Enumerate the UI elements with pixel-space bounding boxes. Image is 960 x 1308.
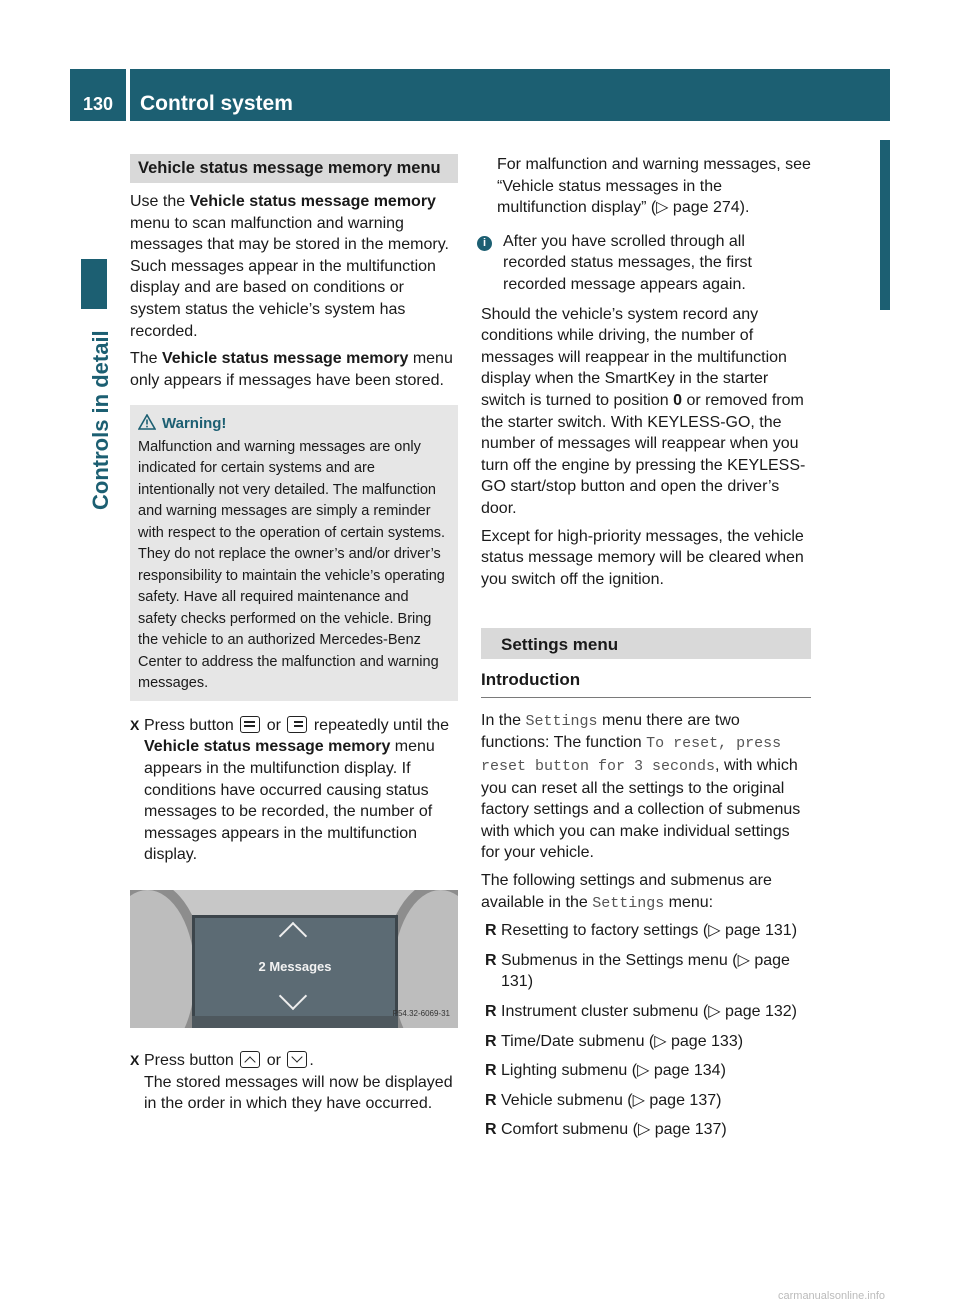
figure-code: P54.32-6069-31	[392, 1009, 450, 1019]
intro-paragraph: Use the Vehicle status message memory menu to scan malfunction and warning messages that may be stored in the memory. Such messages appear in the multifunction display and are based on conditions or system status the vehicle’s system has recorded.	[130, 193, 449, 340]
chapter-title: Control system	[140, 92, 293, 115]
page-header	[70, 69, 890, 121]
display-screen	[192, 915, 398, 1026]
side-tab-marker	[81, 259, 107, 309]
arrow-up-icon	[279, 922, 307, 950]
list-item: R Lighting submenu (▷ page 134)	[485, 1062, 726, 1080]
info-icon: i	[477, 236, 492, 251]
left-column	[130, 154, 458, 1121]
section-side-label: Controls in detail	[88, 330, 113, 510]
settings-intro-paragraph: In the Settings menu there are two functions: The function To reset, press reset button for 3 seconds, with which you can reset all the settings to the original factory settings and a collection of submenus with which you can make individual settings for your vehicle.	[481, 711, 801, 862]
up-button-icon	[240, 1051, 260, 1068]
page-number: 130	[82, 94, 114, 114]
menu-forward-button-icon	[287, 716, 307, 733]
memory-menu-heading: Vehicle status message memory menu	[130, 154, 458, 183]
list-item: R Instrument cluster submenu (▷ page 132)	[485, 1003, 798, 1020]
step-marker: X	[130, 716, 140, 733]
info-note: i After you have scrolled through all recorded status messages, the first recorded message appears again.	[481, 231, 811, 296]
header-divider	[126, 69, 130, 121]
step-press-menu-button: X Press button or repeatedly until the Vehicle status message memory menu appears in the multifunction display. If conditions have occurred causing status messages to be recorded, the number of messages appears in the multifunction display.	[130, 716, 450, 864]
malfunction-reference: For malfunction and warning messages, see “Vehicle status messages in the multifunction display” (▷ page 274).	[497, 156, 811, 217]
warning-triangle-icon	[138, 414, 156, 430]
thumb-tab	[880, 140, 890, 310]
record-conditions-paragraph: Should the vehicle’s system record any conditions while driving, the number of messages will reappear in the multifunction display when the SmartKey in the starter switch is turned to position 0 or removed from the starter switch. With KEYLESS-GO, the number of messages will reappear when you turn off the engine by pressing the KEYLESS-GO start/stop button and open the driver’s door.	[481, 305, 806, 517]
memory-cleared-paragraph: Except for high-priority messages, the vehicle status message memory will be cleared when you switch off the ignition.	[481, 527, 804, 588]
list-item: R Submenus in the Settings menu (▷ page 131)	[485, 951, 790, 991]
list-item: R Time/Date submenu (▷ page 133)	[485, 1032, 744, 1050]
messages-count-text: 2 Messages	[258, 959, 332, 974]
list-item: R Comfort submenu (▷ page 137)	[485, 1121, 727, 1139]
step-scroll-messages: X Press button or . The stored messages will now be displayed in the order in which they have occurred.	[130, 1052, 453, 1113]
introduction-subheading: Introduction	[481, 669, 811, 698]
settings-menu-heading: Settings menu	[481, 628, 811, 659]
availability-paragraph: The Vehicle status message memory menu only appears if messages have been stored.	[130, 350, 453, 389]
step-marker: X	[130, 1052, 140, 1068]
settings-list-intro: The following settings and submenus are available in the Settings menu:	[481, 872, 772, 912]
menu-back-button-icon	[240, 716, 260, 733]
watermark-url: carmanualsonline.info	[778, 1290, 886, 1302]
down-button-icon	[287, 1051, 307, 1068]
settings-bullet-list	[481, 920, 811, 1141]
list-item: R Resetting to factory settings (▷ page 131)	[485, 922, 798, 940]
display-lower-bar	[192, 1016, 398, 1028]
right-column	[481, 154, 811, 1149]
warning-title: Warning!	[162, 415, 227, 433]
warning-text: Malfunction and warning messages are only indicated for certain systems and are intentionally not very detailed. The malfunction and warning messages are simply a reminder with respect to the operation of certain systems. They do not replace the owner’s and/or driver’s responsibility to maintain the vehicle’s operating safety. Have all required maintenance and safety checks performed on the vehicle. Bring the vehicle to an authorized Mercedes-Benz Center to address the malfunction and warning messages.	[138, 438, 446, 692]
multifunction-display-figure	[130, 890, 458, 1028]
arrow-down-icon	[279, 982, 307, 1010]
warning-box	[130, 405, 458, 701]
list-item: R Vehicle submenu (▷ page 137)	[485, 1091, 722, 1109]
